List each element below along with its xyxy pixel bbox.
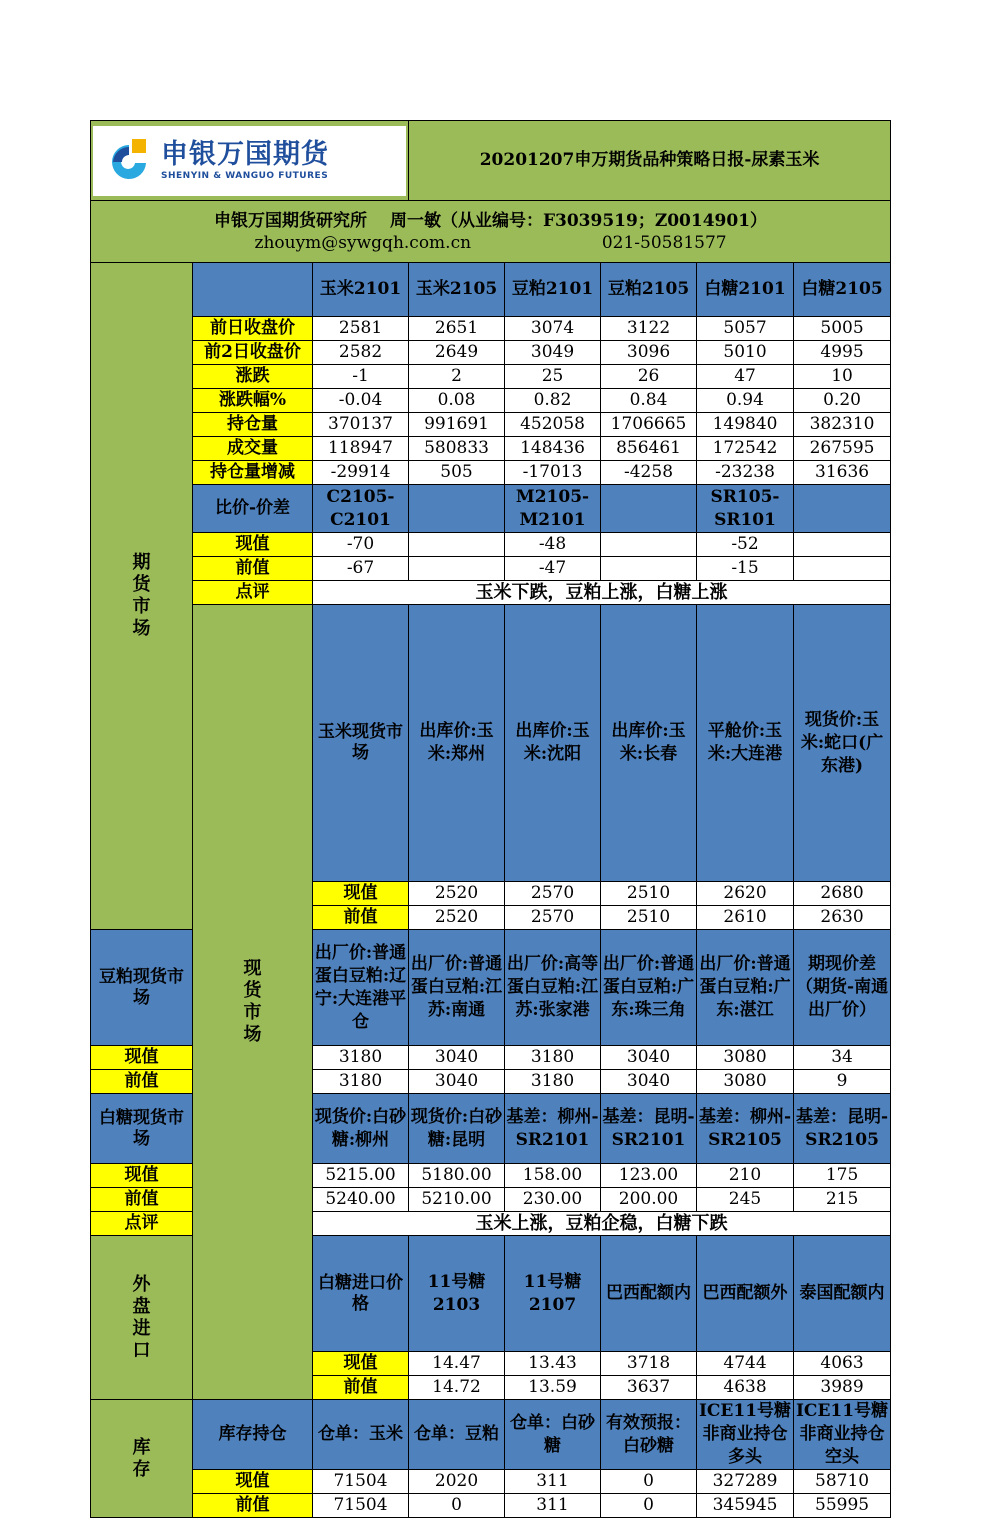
value-cell: 3074	[505, 317, 601, 341]
value-cell: 123.00	[601, 1164, 697, 1188]
value-cell: 4063	[794, 1352, 891, 1376]
column-header: 仓单：豆粕	[409, 1400, 505, 1470]
column-header	[409, 485, 505, 533]
row-label: 前值	[91, 1070, 193, 1094]
value-cell: 2581	[313, 317, 409, 341]
row-group-label: 白糖现货市场	[91, 1094, 193, 1164]
row-label: 前值	[313, 906, 409, 930]
value-cell: 25	[505, 365, 601, 389]
contact-line	[91, 232, 890, 254]
value-cell: 5010	[697, 341, 794, 365]
column-header: 出厂价:普通蛋白豆粕:辽宁:大连港平仓	[313, 930, 409, 1046]
row-label: 成交量	[193, 437, 313, 461]
column-header: 巴西配额内	[601, 1236, 697, 1352]
value-cell	[409, 557, 505, 581]
column-header: 出库价:玉米:长春	[601, 605, 697, 882]
logo-english-name: SHENYIN & WANGUO FUTURES	[161, 170, 329, 181]
value-cell: 4744	[697, 1352, 794, 1376]
value-cell: 2620	[697, 882, 794, 906]
row-group-label: 比价-价差	[193, 485, 313, 533]
value-cell: 13.43	[505, 1352, 601, 1376]
value-cell: -70	[313, 533, 409, 557]
phone-text: 021-50581577	[601, 232, 727, 253]
value-cell: 26	[601, 365, 697, 389]
column-header: 出库价:玉米:郑州	[409, 605, 505, 882]
value-cell: 71504	[313, 1494, 409, 1518]
row-label: 现值	[91, 1164, 193, 1188]
value-cell: 245	[697, 1188, 794, 1212]
column-header: C2105-C2101	[313, 485, 409, 533]
column-header: 期现价差（期货-南通出厂价）	[794, 930, 891, 1046]
column-header: 基差：昆明-SR2101	[601, 1094, 697, 1164]
column-header: 出库价:玉米:沈阳	[505, 605, 601, 882]
value-cell: 3096	[601, 341, 697, 365]
column-header: 基差：柳州-SR2105	[697, 1094, 794, 1164]
value-cell: 2520	[409, 906, 505, 930]
row-label: 前值	[91, 1188, 193, 1212]
research-info	[91, 201, 891, 263]
row-label: 现值	[193, 1470, 313, 1494]
comment-text: 玉米上涨，豆粕企稳，白糖下跌	[313, 1212, 891, 1236]
value-cell: 3080	[697, 1070, 794, 1094]
value-cell: 14.72	[409, 1376, 505, 1400]
value-cell: 4995	[794, 341, 891, 365]
report-sheet	[90, 120, 890, 1518]
column-header: 现货价:白砂糖:柳州	[313, 1094, 409, 1164]
value-cell: 3180	[313, 1046, 409, 1070]
value-cell: 856461	[601, 437, 697, 461]
value-cell: 311	[505, 1470, 601, 1494]
company-logo	[93, 126, 406, 196]
value-cell: 2651	[409, 317, 505, 341]
value-cell: 0.94	[697, 389, 794, 413]
header-row	[91, 263, 891, 317]
value-cell: 0.82	[505, 389, 601, 413]
section-spot	[193, 605, 313, 1400]
value-cell: -47	[505, 557, 601, 581]
section-spot-label: 现货市场	[243, 958, 262, 1045]
value-cell: 2510	[601, 906, 697, 930]
value-cell: 0.20	[794, 389, 891, 413]
column-header: 豆粕2101	[505, 263, 601, 317]
value-cell: 3080	[697, 1046, 794, 1070]
value-cell: 230.00	[505, 1188, 601, 1212]
row-label: 持仓量增减	[193, 461, 313, 485]
table-row	[91, 461, 891, 485]
value-cell: 215	[794, 1188, 891, 1212]
value-cell: 2570	[505, 882, 601, 906]
column-header: 11号糖2103	[409, 1236, 505, 1352]
value-cell: 3040	[409, 1046, 505, 1070]
value-cell: 172542	[697, 437, 794, 461]
value-cell: 580833	[409, 437, 505, 461]
header-row	[91, 1400, 891, 1470]
table-row	[91, 437, 891, 461]
column-header: 仓单：玉米	[313, 1400, 409, 1470]
value-cell	[794, 533, 891, 557]
value-cell: 311	[505, 1494, 601, 1518]
header-row	[91, 485, 891, 533]
value-cell	[601, 557, 697, 581]
value-cell: 200.00	[601, 1188, 697, 1212]
value-cell: -4258	[601, 461, 697, 485]
row-group-label: 白糖进口价格	[313, 1236, 409, 1352]
value-cell	[601, 533, 697, 557]
column-header: ICE11号糖非商业持仓空头	[794, 1400, 891, 1470]
value-cell: 34	[794, 1046, 891, 1070]
value-cell: 1706665	[601, 413, 697, 437]
company-logo-icon	[105, 137, 153, 185]
column-header: ICE11号糖非商业持仓多头	[697, 1400, 794, 1470]
value-cell: 3718	[601, 1352, 697, 1376]
table-row	[91, 533, 891, 557]
value-cell: 2582	[313, 341, 409, 365]
column-header: 白糖2101	[697, 263, 794, 317]
value-cell: 5240.00	[313, 1188, 409, 1212]
value-cell: 0.84	[601, 389, 697, 413]
table-row	[91, 341, 891, 365]
value-cell: 55995	[794, 1494, 891, 1518]
value-cell: 2570	[505, 906, 601, 930]
value-cell: 9	[794, 1070, 891, 1094]
column-header	[601, 485, 697, 533]
value-cell: 3180	[313, 1070, 409, 1094]
value-cell: 991691	[409, 413, 505, 437]
table-row	[91, 413, 891, 437]
value-cell: 58710	[794, 1470, 891, 1494]
value-cell: 267595	[794, 437, 891, 461]
report-table	[90, 120, 891, 1518]
value-cell: -23238	[697, 461, 794, 485]
row-label: 现值	[193, 533, 313, 557]
report-title: 20201207申万期货品种策略日报-尿素玉米	[409, 121, 891, 201]
column-header: 基差：昆明-SR2105	[794, 1094, 891, 1164]
value-cell: -52	[697, 533, 794, 557]
value-cell: 3180	[505, 1046, 601, 1070]
table-row	[91, 1470, 891, 1494]
value-cell: -17013	[505, 461, 601, 485]
row-label: 现值	[313, 882, 409, 906]
value-cell: 0	[601, 1494, 697, 1518]
value-cell: 5005	[794, 317, 891, 341]
value-cell: -1	[313, 365, 409, 389]
value-cell: -15	[697, 557, 794, 581]
value-cell: 149840	[697, 413, 794, 437]
value-cell: 2510	[601, 882, 697, 906]
row-group-label: 玉米现货市场	[313, 605, 409, 882]
value-cell	[794, 557, 891, 581]
value-cell: 10	[794, 365, 891, 389]
logo-cell	[91, 121, 409, 201]
column-header: M2105-M2101	[505, 485, 601, 533]
value-cell	[409, 533, 505, 557]
value-cell: 4638	[697, 1376, 794, 1400]
column-header	[794, 485, 891, 533]
row-label: 前值	[313, 1376, 409, 1400]
value-cell: 175	[794, 1164, 891, 1188]
row-label: 前日收盘价	[193, 317, 313, 341]
email-text: zhouym@sywgqh.com.cn	[254, 232, 472, 253]
value-cell: 0	[409, 1494, 505, 1518]
row-group-label: 库存持仓	[193, 1400, 313, 1470]
value-cell: 382310	[794, 413, 891, 437]
column-header: 仓单：白砂糖	[505, 1400, 601, 1470]
value-cell: 3040	[601, 1046, 697, 1070]
table-row	[91, 317, 891, 341]
value-cell: 0.08	[409, 389, 505, 413]
value-cell: 345945	[697, 1494, 794, 1518]
value-cell: 370137	[313, 413, 409, 437]
value-cell: 5180.00	[409, 1164, 505, 1188]
value-cell: 0	[601, 1470, 697, 1494]
value-cell: 2649	[409, 341, 505, 365]
column-header: 基差：柳州-SR2101	[505, 1094, 601, 1164]
value-cell: 3989	[794, 1376, 891, 1400]
section-stock	[91, 1400, 193, 1518]
row-label: 现值	[91, 1046, 193, 1070]
section-import-label: 外盘进口	[132, 1273, 151, 1361]
value-cell: 3122	[601, 317, 697, 341]
column-header: SR105-SR101	[697, 485, 794, 533]
row-label: 涨跌幅%	[193, 389, 313, 413]
comment-row	[91, 581, 891, 605]
value-cell: 327289	[697, 1470, 794, 1494]
value-cell: 158.00	[505, 1164, 601, 1188]
row-label: 前值	[193, 557, 313, 581]
value-cell: 71504	[313, 1470, 409, 1494]
row-label: 现值	[313, 1352, 409, 1376]
value-cell: 14.47	[409, 1352, 505, 1376]
table-row	[91, 365, 891, 389]
column-header: 平舱价:玉米:大连港	[697, 605, 794, 882]
value-cell: 5215.00	[313, 1164, 409, 1188]
comment-label: 点评	[193, 581, 313, 605]
value-cell: 452058	[505, 413, 601, 437]
header-row	[91, 605, 891, 882]
value-cell: -48	[505, 533, 601, 557]
value-cell: 2520	[409, 882, 505, 906]
row-label: 前值	[193, 1494, 313, 1518]
value-cell: 118947	[313, 437, 409, 461]
value-cell: 2020	[409, 1470, 505, 1494]
column-header: 巴西配额外	[697, 1236, 794, 1352]
value-cell: 13.59	[505, 1376, 601, 1400]
comment-label: 点评	[91, 1212, 193, 1236]
logo-chinese-name: 申银万国期货	[161, 138, 329, 170]
column-header: 现货价:白砂糖:昆明	[409, 1094, 505, 1164]
column-header: 泰国配额内	[794, 1236, 891, 1352]
column-header: 现货价:玉米:蛇口(广东港)	[794, 605, 891, 882]
value-cell: 2	[409, 365, 505, 389]
row-label: 涨跌	[193, 365, 313, 389]
value-cell: 148436	[505, 437, 601, 461]
table-row	[91, 1494, 891, 1518]
column-header: 出厂价:高等蛋白豆粕:江苏:张家港	[505, 930, 601, 1046]
column-header: 玉米2101	[313, 263, 409, 317]
row-label: 前2日收盘价	[193, 341, 313, 365]
column-header: 白糖2105	[794, 263, 891, 317]
row-label: 持仓量	[193, 413, 313, 437]
value-cell: 505	[409, 461, 505, 485]
column-header: 出厂价:普通蛋白豆粕:广东:湛江	[697, 930, 794, 1046]
column-header: 有效预报：白砂糖	[601, 1400, 697, 1470]
value-cell: -67	[313, 557, 409, 581]
research-line: 申银万国期货研究所 周一敏（从业编号：F3039519；Z0014901）	[214, 210, 768, 231]
column-header: 玉米2105	[409, 263, 505, 317]
value-cell: 2610	[697, 906, 794, 930]
section-stock-label: 库存	[132, 1436, 151, 1480]
row-group-label: 豆粕现货市场	[91, 930, 193, 1046]
value-cell: 5210.00	[409, 1188, 505, 1212]
value-cell: 2680	[794, 882, 891, 906]
column-header: 豆粕2105	[601, 263, 697, 317]
value-cell: -29914	[313, 461, 409, 485]
column-header: 出厂价:普通蛋白豆粕:广东:珠三角	[601, 930, 697, 1046]
value-cell: -0.04	[313, 389, 409, 413]
value-cell: 3049	[505, 341, 601, 365]
table-row	[91, 557, 891, 581]
table-row	[91, 389, 891, 413]
column-header: 11号糖2107	[505, 1236, 601, 1352]
blank-header-cell	[193, 263, 313, 317]
value-cell: 5057	[697, 317, 794, 341]
value-cell: 47	[697, 365, 794, 389]
section-futures-label: 期货市场	[132, 552, 151, 639]
value-cell: 2630	[794, 906, 891, 930]
value-cell: 3180	[505, 1070, 601, 1094]
section-import	[91, 1236, 193, 1400]
value-cell: 3040	[601, 1070, 697, 1094]
column-header: 出厂价:普通蛋白豆粕:江苏:南通	[409, 930, 505, 1046]
value-cell: 210	[697, 1164, 794, 1188]
value-cell: 3040	[409, 1070, 505, 1094]
comment-text: 玉米下跌，豆粕上涨，白糖上涨	[313, 581, 891, 605]
value-cell: 3637	[601, 1376, 697, 1400]
section-futures	[91, 263, 193, 930]
value-cell: 31636	[794, 461, 891, 485]
